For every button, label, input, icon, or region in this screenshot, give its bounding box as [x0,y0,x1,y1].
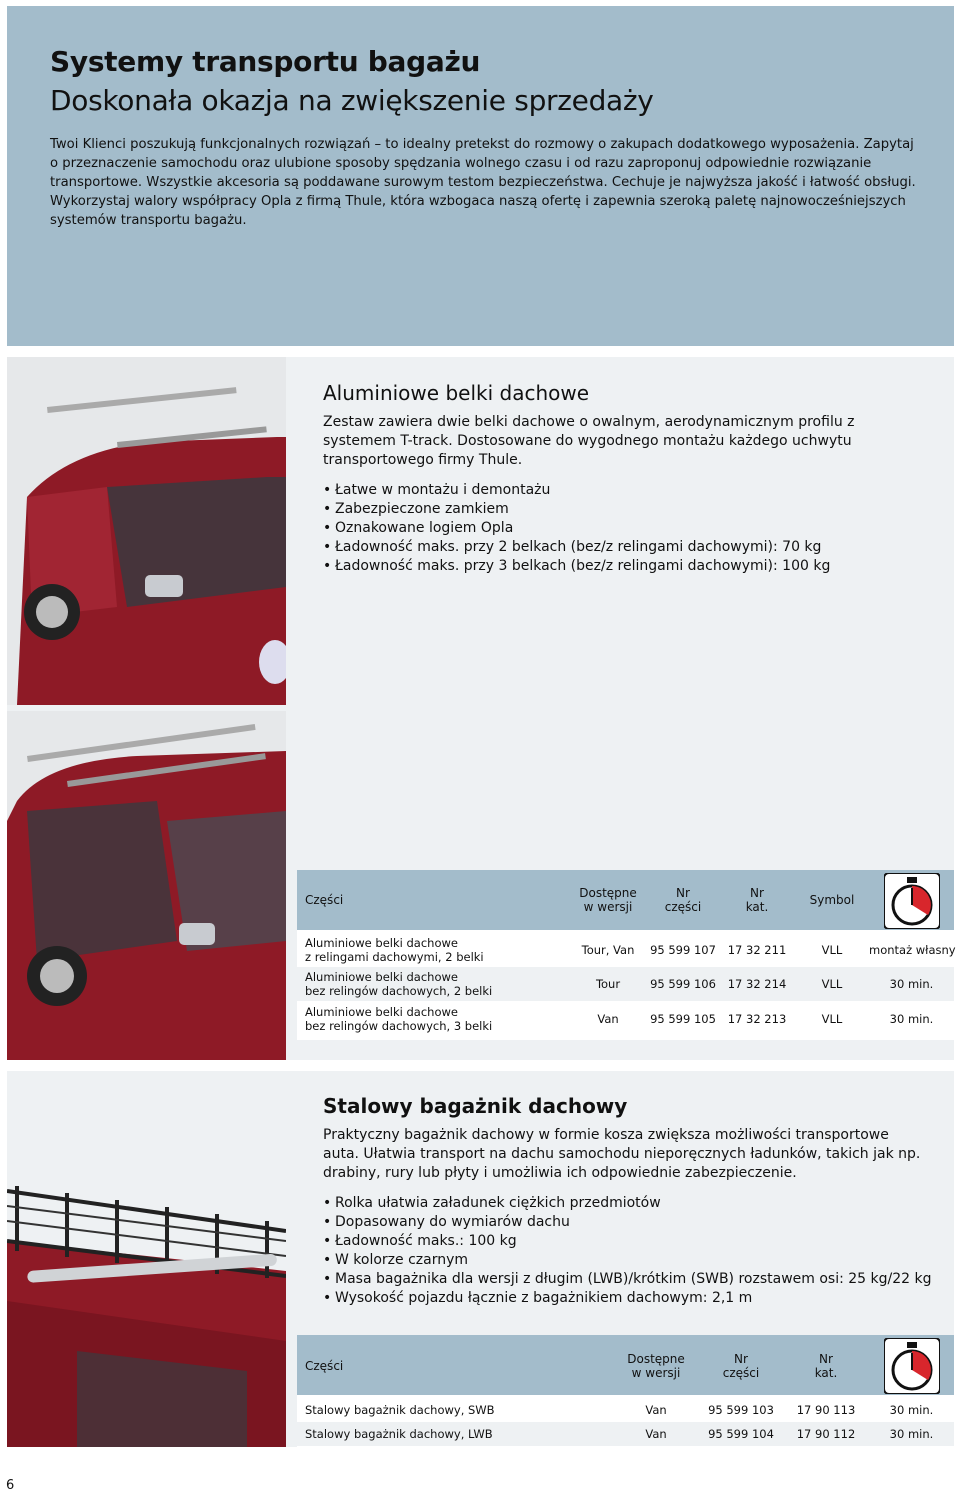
list-item: • Ładowność maks. przy 2 belkach (bez/z relingami dachowymi): 70 kg [323,538,923,557]
fitting-time: 30 min. [889,1403,934,1417]
list-item: • Wysokość pojazdu łącznie z bagażnikiem dachowym: 2,1 m [323,1289,943,1308]
part-number: 95 599 105 [650,1012,716,1026]
table-row [297,1422,954,1446]
version: Van [645,1427,667,1441]
section2-description: Praktyczny bagażnik dachowy w formie kosza zwiększa możliwości transportowe auta. Ułatwia transport na dachu samochodu nieporęcznych ładunków, takich jak np. drabiny, rury lub płyty i umożliwia ich odpowiednie zabezpieczenie. [323,1127,921,1181]
section1-bullets [323,481,923,576]
part-number: 95 599 106 [650,977,716,991]
list-item: • Ładowność maks. przy 3 belkach (bez/z relingami dachowymi): 100 kg [323,557,923,576]
table-header [297,870,954,930]
symbol: VLL [821,977,843,991]
col-header-cat-no: Nr kat. [814,1352,838,1380]
fitting-time: 30 min. [889,1427,934,1441]
section2-title: Stalowy bagażnik dachowy [323,1094,628,1118]
part-name: Aluminiowe belki dachowe bez relingów dachowych, 3 belki [305,1005,493,1033]
col-header-parts: Części [305,893,344,907]
roof-bars-photo-top [7,357,286,705]
section2-bullets [323,1194,943,1308]
section1-description: Zestaw zawiera dwie belki dachowe o owalnym, aerodynamicznym profilu z systemem T-track. Dostosowane do wygodnego montażu każdego uchwytu transportowego firmy Thule. [323,414,855,468]
fitting-time: 30 min. [889,977,934,991]
list-item: • Masa bagażnika dla wersji z długim (LWB)/krótkim (SWB) rozstawem osi: 25 kg/22 kg [323,1270,943,1289]
section1-title: Aluminiowe belki dachowe [323,381,590,405]
list-item: • Zabezpieczone zamkiem [323,500,923,519]
list-item: • Oznakowane logiem Opla [323,519,923,538]
list-item: • Łatwe w montażu i demontażu [323,481,923,500]
symbol: VLL [821,1012,843,1026]
catalog-number: 17 90 113 [796,1403,856,1417]
page-subtitle: Doskonała okazja na zwiększenie sprzedaży [50,84,654,117]
part-name: Stalowy bagażnik dachowy, LWB [305,1427,493,1441]
table-row [297,967,954,1001]
part-name: Aluminiowe belki dachowe bez relingów dachowych, 2 belki [305,970,493,998]
page-title: Systemy transportu bagażu [50,45,481,78]
table-header [297,1335,954,1395]
list-item: • Ładowność maks.: 100 kg [323,1232,943,1251]
part-number: 95 599 107 [650,943,716,957]
col-header-parts: Części [305,1359,344,1373]
version: Van [597,1012,619,1026]
roof-rack-photo [7,1071,286,1447]
version: Van [645,1403,667,1417]
col-header-symbol: Symbol [809,893,855,907]
section1-table [297,870,954,1040]
catalog-number: 17 32 214 [727,977,787,991]
fitting-time: 30 min. [889,1012,934,1026]
table-row [297,1399,954,1421]
col-header-cat-no: Nr kat. [745,886,769,914]
catalog-number: 17 90 112 [796,1427,856,1441]
intro-header [7,6,954,346]
section2-table [297,1335,954,1447]
table-row [297,934,954,967]
page-number: 6 [6,1478,15,1493]
intro-paragraph: Twoi Klienci poszukują funkcjonalnych rozwiązań – to idealny pretekst do rozmowy o zakupach dodatkowego wyposażenia. Zapytaj o przeznaczenie samochodu oraz ulubione sposoby spędzania wolnego czasu i od razu zaproponuj odpowiednie rozwiązanie transportowe. Wszystkie akcesoria są poddawane surowym testom bezpieczeństwa. Cechuje je najwyższa jakość i łatwość obsługi. Wykorzystaj walory współpracy Opla z firmą Thule, która wzbogaca naszą ofertę i zapewnia szeroką paletę najnowocześniejszych systemów transportu bagażu. [50,137,916,228]
version: Tour [595,977,621,991]
table-row [297,1001,954,1037]
part-number: 95 599 104 [708,1427,774,1441]
list-item: • Dopasowany do wymiarów dachu [323,1213,943,1232]
catalog-number: 17 32 213 [727,1012,787,1026]
part-name: Stalowy bagażnik dachowy, SWB [305,1403,495,1417]
part-number: 95 599 103 [708,1403,774,1417]
symbol: VLL [821,943,843,957]
stopwatch-icon [884,1338,940,1394]
list-item: • W kolorze czarnym [323,1251,943,1270]
version: Tour, Van [581,943,635,957]
part-name: Aluminiowe belki dachowe z relingami dachowymi, 2 belki [305,936,484,964]
fitting-time: montaż własny [869,943,956,957]
col-header-version: Dostępne w wersji [627,1352,685,1380]
col-header-part-no: Nr części [664,886,702,914]
catalog-number: 17 32 211 [727,943,787,957]
roof-bars-photo-bottom [7,711,286,1060]
col-header-part-no: Nr części [722,1352,760,1380]
stopwatch-icon [884,873,940,929]
list-item: • Rolka ułatwia załadunek ciężkich przedmiotów [323,1194,943,1213]
col-header-version: Dostępne w wersji [579,886,637,914]
